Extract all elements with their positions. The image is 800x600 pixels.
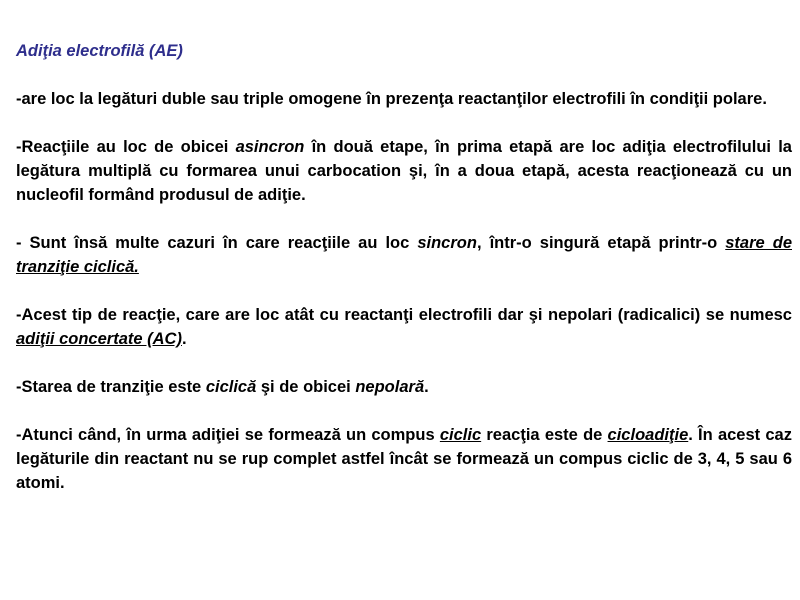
p3-emphasis-sincron: sincron bbox=[417, 234, 477, 252]
p5-emphasis-ciclica: ciclică bbox=[205, 378, 257, 396]
p6-emphasis-ciclic: ciclic bbox=[439, 426, 482, 444]
slide-title: Adiţia electrofilă (AE) bbox=[16, 42, 183, 60]
p6-emphasis-cicloaditie: cicloadiţie bbox=[607, 426, 689, 444]
p5-mid: şi de obicei bbox=[256, 378, 356, 396]
p3-emphasis-cyclic-transition-state: stare de tranziţie ciclică. bbox=[16, 234, 792, 276]
p5-post: . bbox=[424, 378, 429, 396]
paragraph-asynchronous bbox=[16, 135, 792, 207]
p4-post: . bbox=[181, 330, 187, 348]
p6-pre: -Atunci când, în urma adiţiei se formează un compus bbox=[16, 426, 440, 444]
p6-mid: reacţia este de bbox=[481, 426, 608, 444]
p2-pre: -Reacţiile au loc de obicei bbox=[16, 138, 236, 156]
paragraph-transition-state bbox=[16, 375, 792, 399]
paragraph-polar-conditions bbox=[16, 87, 792, 111]
p3-pre: - Sunt însă multe cazuri în care reacţiile au loc bbox=[16, 234, 418, 252]
paragraph-concerted-additions bbox=[16, 303, 792, 351]
p2-post: în două etape, în prima etapă are loc adiţia electrofilului la legătura multiplă cu formarea unui carbocation şi, în a doua etapă, acesta reacţionează cu un nucleofil formând produsul de adiţie. bbox=[16, 138, 792, 204]
p3-mid: , într-o singură etapă printr-o bbox=[476, 234, 726, 252]
paragraph-cycloaddition bbox=[16, 423, 792, 495]
paragraph-synchronous bbox=[16, 231, 792, 279]
p2-emphasis-asincron: asincron bbox=[235, 138, 305, 156]
p4-emphasis-concerted-additions: adiţii concertate (AC) bbox=[16, 330, 182, 348]
p4-pre: -Acest tip de reacţie, care are loc atât cu reactanţi electrofili dar şi nepolari (radicalici) se numesc bbox=[16, 306, 792, 324]
p5-pre: -Starea de tranziţie este bbox=[16, 378, 206, 396]
p5-emphasis-nepolara: nepolară bbox=[355, 378, 425, 396]
p6-post: . În acest caz legăturile din reactant nu se rup complet astfel încât se formează un compus ciclic de 3, 4, 5 sau 6 atomi. bbox=[16, 426, 792, 492]
p1-text: -are loc la legături duble sau triple omogene în prezenţa reactanţilor electrofili în condiţii polare. bbox=[16, 90, 767, 108]
